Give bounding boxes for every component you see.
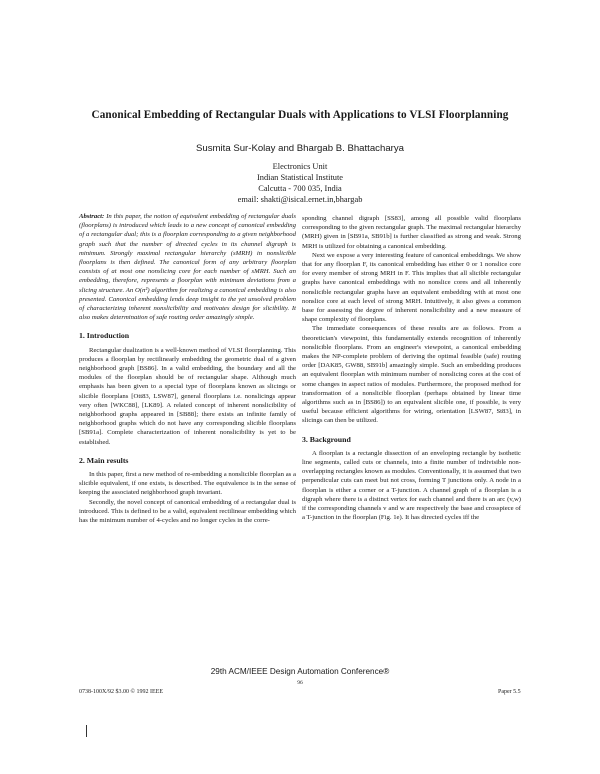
section-heading-main-results: 2. Main results xyxy=(79,455,129,465)
paper-id: Paper 5.5 xyxy=(498,689,521,695)
right-paragraph-2: Next we expose a very interesting feature of canonical embeddings. We show that for any floorplan F, its canonical embedding has either 0 or 1 nonslice core for every member of strong MRH in F. This implies that all slicible rectangular graphs have canonical embeddings with no nonslice cores and all inherently nonslicible rectangular graphs have an equivalent embedding with at most one nonslice core at each level of strong MRH. Intuitively, it also gives a common base for assessing the degree of inherent nonslicibility and a new measure of shape complexity of floorplans. xyxy=(302,251,521,324)
copyright-notice: 0738-100X/92 $3.00 © 1992 IEEE xyxy=(79,689,164,695)
affiliation-city: Calcutta - 700 035, India xyxy=(258,184,342,193)
affiliation-unit: Electronics Unit xyxy=(272,162,328,171)
abstract xyxy=(79,212,296,322)
section-heading-background: 3. Background xyxy=(302,434,351,444)
authors: Susmita Sur-Kolay and Bhargab B. Bhattacharya xyxy=(196,143,404,154)
conference-footer: 29th ACM/IEEE Design Automation Conference® xyxy=(210,667,390,676)
right-paragraph-1: sponding channel digraph [SS83], among all possible valid floorplans corresponding to the given rectangular graph. The maximal rectangular hierarchy (MRH) given in [SB91a, SB91b] is further classified as strong and weak. Strong MRH is utilized for obtaining a canonical embedding. xyxy=(302,215,521,250)
abstract-label: Abstract: xyxy=(79,213,105,220)
affiliation-institute: Indian Statistical Institute xyxy=(256,173,344,182)
affiliation-email: email: shakti@isical.ernet.in,bhargab xyxy=(237,195,363,204)
section-heading-introduction: 1. Introduction xyxy=(79,331,130,341)
right-paragraph-3: The immediate consequences of these results are as follows. From a theoretician's viewpoint, this fundamentally extends recognition of inherently nonslicible floorplans. From an engineer's viewpoint, a canonical embedding makes the NP-complete problem of deriving the optimal feasible (safe) routing order [DAK85, GW88, SB91b] amazingly simple. Such an embedding produces an equivalent floorplan with minimum number of nonslicing cores at the cost of some changes in aspect ratios of modules. Furthermore, the proposed method for transformation of a nonslicible floorplan (perhaps obtained by linear time algorithms such as in [BS86]) to an equivalent slicible one, if possible, is very useful because efficient algorithms for wiring, orientation [LSW87, St83], in slicings can then be utilized. xyxy=(302,325,521,425)
background-paragraph: A floorplan is a rectangle dissection of an enveloping rectangle by isothetic line segments, called cuts or channels, into a finite number of indivisible non-overlapping rectangles known as modules. Conventionally, it is assumed that two perpendicular cuts can meet but not cross, forming T junctions only. A node in a floorplan is either a corner or a T-junction. A channel graph of a floorplan is a digraph where there is a distinct vertex for each channel and there is an arc (v,w) if the corresponding channels v and w are respectively the base and crosspiece of a T-junction in the floorplan (Fig. 1e). It has directed cycles iff the xyxy=(302,449,521,522)
abstract-text: In this paper, the notion of equivalent embedding of rectangular duals (floorplans) is introduced which leads to a new concept of canonical embedding of a rectangular dual; this is a floorplan corresponding to a given neighborhood graph such that the number of directed cycles in its channel digraph is minimum. Strongly maximal rectangular hierarchy (sMRH) in nonslicible floorplans is then defined. The canonical form of any arbitrary floorplan consists of at most one nonslicing core for each number of sMRH. Such an embedding, therefore, represents a floorplan with minimum deviations from a slicing structure. An O(n²) algorithm for realizing a canonical embedding is also presented. Canonical embedding lends deep insight to the yet unsolved problem of characterizing inherent nonslicibility and motivates design for slicibility. It also makes determination of safe routing order amazingly simple. xyxy=(79,213,296,322)
page-number: 96 xyxy=(297,680,303,686)
paper-title: Canonical Embedding of Rectangular Duals with Applications to VLSI Floorplanning xyxy=(91,109,509,121)
scan-mark xyxy=(86,725,87,737)
left-column xyxy=(79,212,296,525)
introduction-paragraph: Rectangular dualization is a well-known method of VLSI floorplanning. This produces a floorplan by rectilinearly embedding the geometric dual of a given neighborhood graph [BS86]. In a valid embedding, the boundary and all the modules of the floorplan should be of rectangular shape. Although much emphasis has been given to a special type of floorplans known as slicings or slicible floorplans [Ott83, LSW87], general floorplans i.e. nonslicings appear very often [WKC88], [LK89]. A related concept of inherent nonslicibility of neighborhood graphs appeared in [SB88]; there exists an infinite family of neighborhood graphs which do not have any corresponding slicible floorplans [SB91a]. Complete characterization of inherent nonslicibility is yet to be established. xyxy=(79,346,296,446)
main-results-paragraph-1: In this paper, first a new method of re-embedding a nonslicible floorplan as a slicible equivalent, if one exists, is described. The equivalence is in the sense of keeping the associated neighborhood graph invariant. xyxy=(79,471,296,497)
right-column xyxy=(302,214,521,523)
main-results-paragraph-2: Secondly, the novel concept of canonical embedding of a rectangular dual is introduced. This is defined to be a valid, equivalent rectilinear embedding which has the minimum number of 4-cycles and no longer cycles in the corre- xyxy=(79,498,296,525)
